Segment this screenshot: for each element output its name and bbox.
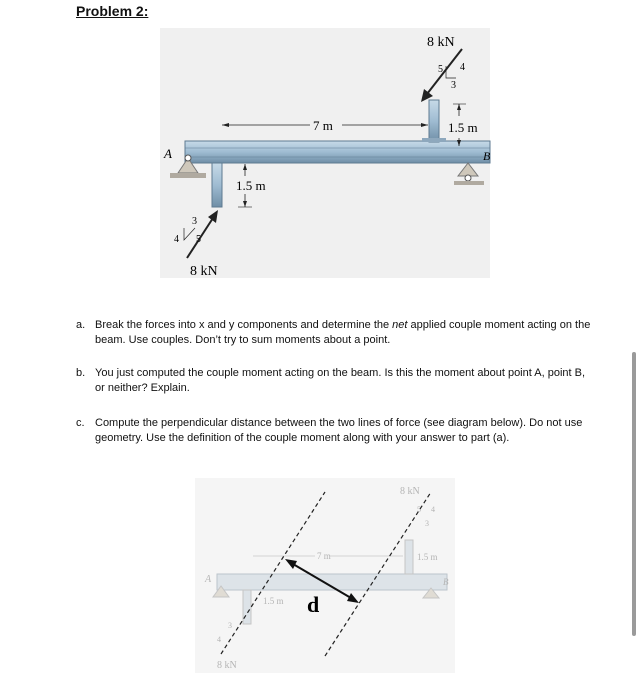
- faded-span-label: 7 m: [317, 551, 331, 561]
- faded-label-a: A: [205, 574, 212, 585]
- beam: [185, 141, 490, 163]
- left-height-label: 1.5 m: [236, 178, 266, 193]
- bottom-slope-3: 3: [192, 216, 197, 227]
- distance-label: d: [307, 592, 320, 617]
- question-c-letter: c.: [76, 417, 85, 429]
- scrollbar[interactable]: [632, 352, 636, 636]
- top-slope-3: 3: [451, 80, 456, 91]
- faded-slope-5: 5: [417, 505, 421, 514]
- beam-diagram: [150, 28, 500, 283]
- left-post: [212, 163, 222, 207]
- question-c-text: Compute the perpendicular distance between the two lines of force (see diagram below). Do not use geometry. Use the definition of the couple moment along with your answer to part (a).: [95, 417, 583, 444]
- distance-diagram: [195, 478, 455, 678]
- right-post: [429, 100, 439, 142]
- question-b-text: You just computed the couple moment acting on the beam. Is this the moment about point A, point B, or neither? Explain.: [95, 367, 586, 394]
- faded-slope-bottom-3: 3: [228, 621, 232, 630]
- top-slope-4: 4: [460, 62, 465, 73]
- faded-top-force-label: 8 kN: [400, 486, 420, 497]
- faded-bottom-force-label: 8 kN: [217, 660, 237, 671]
- label-b: B: [483, 149, 491, 163]
- bottom-force-label: 8 kN: [190, 264, 218, 279]
- faded-label-b: B: [443, 577, 449, 587]
- right-height-label: 1.5 m: [448, 120, 478, 135]
- faded-right-post: [405, 540, 413, 574]
- bottom-slope-5: 5: [196, 234, 201, 245]
- span-label: 7 m: [313, 118, 333, 133]
- problem-title: Problem 2:: [76, 3, 149, 19]
- top-slope-5: 5: [438, 64, 443, 75]
- top-force-label: 8 kN: [427, 35, 455, 50]
- question-a-text: Break the forces into x and y components and determine the net applied couple moment acting on the beam. Use couples. Don’t try to sum moments about a point.: [95, 319, 591, 346]
- faded-right-height: 1.5 m: [417, 552, 438, 562]
- faded-slope-4: 4: [431, 505, 435, 514]
- question-a-letter: a.: [76, 319, 86, 331]
- faded-slope-3: 3: [425, 519, 429, 528]
- bottom-slope-4: 4: [174, 234, 179, 245]
- faded-left-height: 1.5 m: [263, 596, 284, 606]
- label-a: A: [164, 146, 172, 161]
- question-b-letter: b.: [76, 367, 86, 379]
- faded-slope-bottom-4: 4: [217, 635, 221, 644]
